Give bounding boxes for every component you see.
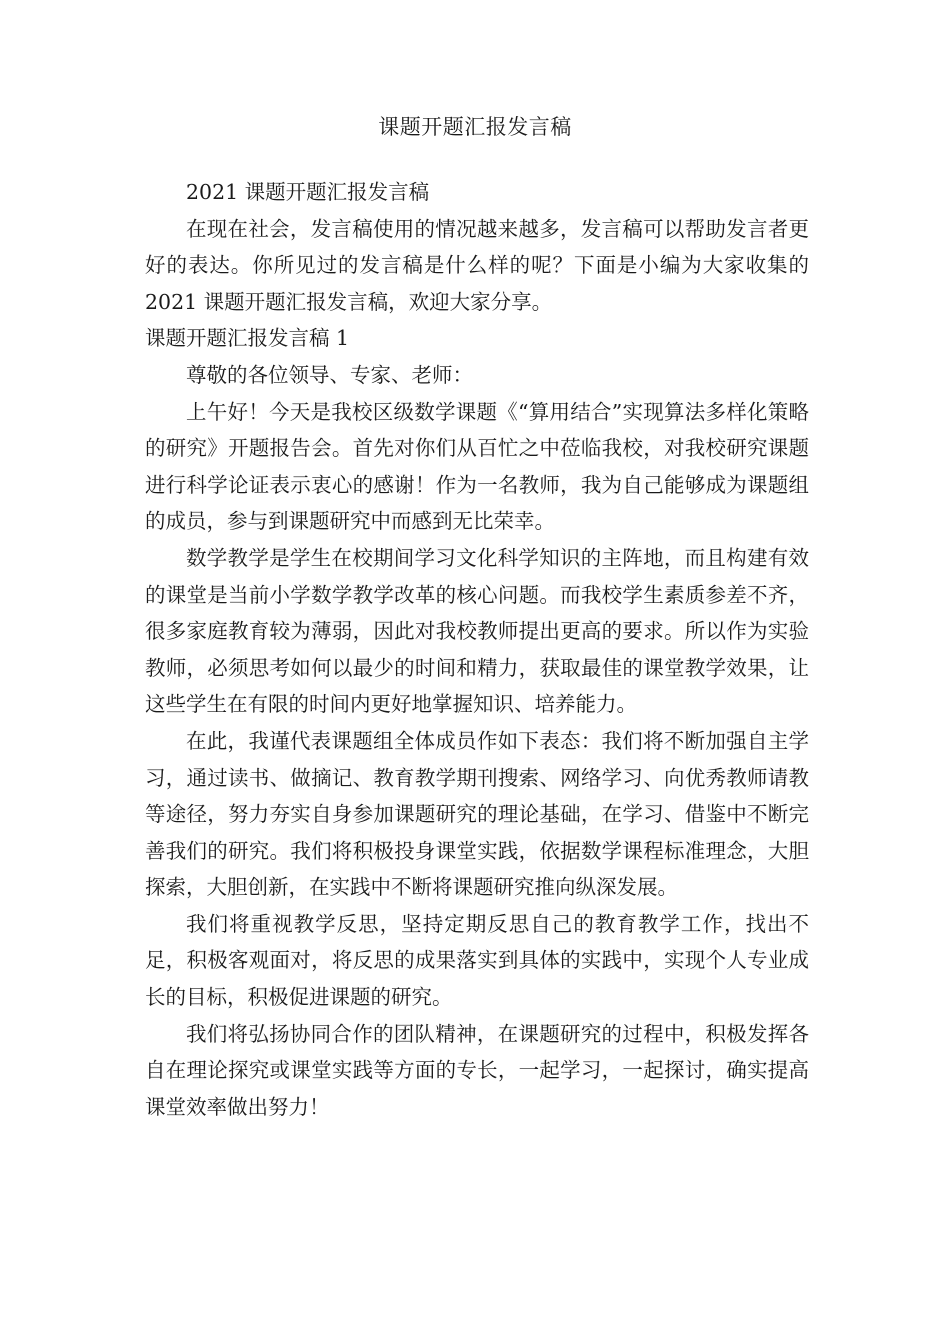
section-heading: 课题开题汇报发言稿 1 xyxy=(145,326,350,351)
body-paragraph: 上午好！今天是我校区级数学课题《“算用结合”实现算法多样化策略的研究》开题报告会。首先对你们从百忙之中莅临我校，对我校研究课题进行科学论证表示衷心的感谢！作为一名教师，我为自己能够成为课题组的成员，参与到课题研究中而感到无比荣幸。 xyxy=(145,399,809,534)
document-title: 课题开题汇报发言稿 xyxy=(378,115,572,139)
body-paragraph: 我们将弘扬协同合作的团队精神，在课题研究的过程中，积极发挥各自在理论探究或课堂实践等方面的专长，一起学习，一起探讨，确实提高课堂效率做出努力！ xyxy=(145,1021,809,1119)
document-subtitle: 2021 课题开题汇报发言稿 xyxy=(186,180,430,204)
body-paragraph: 数学教学是学生在校期间学习文化科学知识的主阵地，而且构建有效的课堂是当前小学数学教学改革的核心问题。而我校学生素质参差不齐，很多家庭教育较为薄弱，因此对我校教师提出更高的要求。所以作为实验教师，必须思考如何以最少的时间和精力，获取最佳的课堂教学效果，让这些学生在有限的时间内更好地掌握知识、培养能力。 xyxy=(145,545,809,717)
intro-paragraph: 在现在社会，发言稿使用的情况越来越多，发言稿可以帮助发言者更好的表达。你所见过的发言稿是什么样的呢？下面是小编为大家收集的2021 课题开题汇报发言稿，欢迎大家分享。 xyxy=(145,216,809,314)
body-paragraph: 我们将重视教学反思，坚持定期反思自己的教育教学工作，找出不足，积极客观面对，将反思的成果落实到具体的实践中，实现个人专业成长的目标，积极促进课题的研究。 xyxy=(145,911,809,1010)
body-paragraph: 在此，我谨代表课题组全体成员作如下表态：我们将不断加强自主学习，通过读书、做摘记、教育教学期刊搜索、网络学习、向优秀教师请教等途径，努力夯实自身参加课题研究的理论基础，在学习、借鉴中不断完善我们的研究。我们将积极投身课堂实践，依据数学课程标准理念，大胆探索，大胆创新，在实践中不断将课题研究推向纵深发展。 xyxy=(145,728,809,900)
salutation: 尊敬的各位领导、专家、老师： xyxy=(186,362,473,387)
document-body xyxy=(145,174,809,1125)
